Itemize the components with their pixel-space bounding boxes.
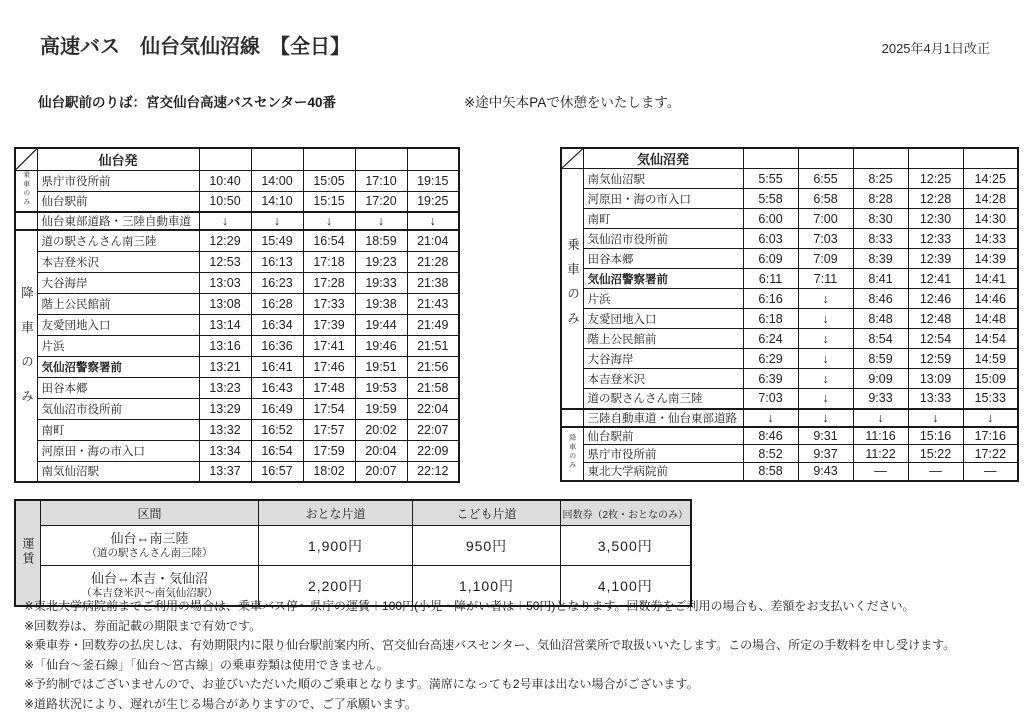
table-header-row	[561, 148, 1018, 169]
station-name-cell: 田谷本郷	[583, 249, 743, 269]
time-cell: 12:53	[199, 251, 251, 272]
time-cell: 21:28	[407, 251, 459, 272]
station-name-cell: 南町	[583, 209, 743, 229]
time-cell: 13:32	[199, 419, 251, 440]
table-row	[15, 335, 459, 356]
time-cell: 14:48	[963, 309, 1018, 329]
fare-header-child: こども片道	[413, 500, 561, 526]
empty-header-cell	[853, 148, 908, 169]
time-cell: 19:51	[355, 356, 407, 377]
through-arrow: ↓	[303, 212, 355, 230]
station-name-cell: 仙台駅前	[583, 427, 743, 445]
time-cell: 17:48	[303, 377, 355, 398]
time-cell: 8:25	[853, 169, 908, 189]
time-cell: 19:53	[355, 377, 407, 398]
time-cell: 16:23	[251, 272, 303, 293]
revision-date: 2025年4月1日改正	[881, 41, 990, 56]
station-name-cell: 南町	[37, 419, 199, 440]
time-cell: 16:13	[251, 251, 303, 272]
fare-side-cell	[15, 500, 41, 606]
station-name-cell: 友愛団地入口	[583, 309, 743, 329]
time-cell: ↓	[798, 289, 853, 309]
time-cell: 14:59	[963, 349, 1018, 369]
boarding-point-label: 仙台駅前のりば：宮交仙台高速バスセンター40番	[38, 95, 336, 110]
time-cell: 17:33	[303, 293, 355, 314]
time-cell: 13:33	[908, 389, 963, 409]
note-line: ※予約制ではございませんので、お並びいただいた順のご乗車となります。満席になっても2号車は出ない場合がございます。	[24, 677, 699, 692]
time-cell: 9:09	[853, 369, 908, 389]
station-name-cell: 南気仙沼駅	[583, 169, 743, 189]
corner-diagonal-line	[16, 149, 37, 170]
table-row	[15, 293, 459, 314]
corner-diagonal-line	[562, 149, 583, 168]
through-arrow: ↓	[853, 409, 908, 427]
time-cell: 16:52	[251, 419, 303, 440]
fare-section-sub: （道の駅さんさん南三陸）	[86, 547, 213, 559]
fare-adult-value: 1,900円	[259, 526, 413, 566]
fare-coupon-value: 3,500円	[561, 526, 691, 566]
time-cell: 6:58	[798, 189, 853, 209]
fare-vertical-label: 運賃	[21, 536, 35, 567]
table-row	[15, 251, 459, 272]
time-cell: 17:20	[355, 191, 407, 212]
time-cell: ↓	[798, 329, 853, 349]
time-cell: 14:46	[963, 289, 1018, 309]
through-arrow: ↓	[743, 409, 798, 427]
note-line: ※回数券は、券面記載の期限まで有効です。	[24, 618, 262, 633]
section-side-cell	[15, 230, 37, 482]
fare-section-name: 仙台⇔本吉・気仙沼	[90, 571, 208, 586]
time-cell: 14:54	[963, 329, 1018, 349]
time-cell: 13:09	[908, 369, 963, 389]
time-cell: 16:41	[251, 356, 303, 377]
fare-header-row	[15, 500, 691, 526]
fare-section-cell	[41, 526, 259, 566]
time-cell: 12:54	[908, 329, 963, 349]
time-cell: 14:10	[251, 191, 303, 212]
time-cell: 15:49	[251, 230, 303, 251]
time-cell: 16:28	[251, 293, 303, 314]
empty-header-cell	[908, 148, 963, 169]
empty-header-cell	[407, 148, 459, 170]
kesennuma-table-title: 気仙沼発	[583, 148, 743, 169]
section-vertical-label: 降車のみ	[19, 285, 34, 424]
time-cell: 14:00	[251, 170, 303, 191]
time-cell: 14:28	[963, 189, 1018, 209]
time-cell: 22:12	[407, 461, 459, 482]
time-cell: 13:21	[199, 356, 251, 377]
time-cell: 17:18	[303, 251, 355, 272]
time-cell: 15:15	[303, 191, 355, 212]
time-cell: 7:11	[798, 269, 853, 289]
time-cell: 6:24	[743, 329, 798, 349]
time-cell: 6:09	[743, 249, 798, 269]
kesennuma-departures-table	[560, 147, 1019, 482]
note-line: ※乗車券・回数券の払戻しは、有効期限内に限り仙台駅前案内所、宮交仙台高速バスセンター、気仙沼営業所で取扱いいたします。この場合、所定の手数料を申し受けます。	[24, 638, 956, 653]
through-arrow: ↓	[407, 212, 459, 230]
fare-coupon-value: 4,100円	[561, 566, 691, 607]
fare-adult-value: 2,200円	[259, 566, 413, 607]
table-row	[15, 191, 459, 212]
time-cell: 16:54	[303, 230, 355, 251]
note-line: ※「仙台～釜石線」「仙台～宮古線」の乗車券類は使用できません。	[24, 657, 389, 672]
time-cell: 22:07	[407, 419, 459, 440]
time-cell: 21:43	[407, 293, 459, 314]
time-cell: 12:41	[908, 269, 963, 289]
time-cell: 22:04	[407, 398, 459, 419]
section-vertical-label: 乗車のみ	[565, 237, 580, 336]
time-cell: 5:58	[743, 189, 798, 209]
empty-header-cell	[355, 148, 407, 170]
time-cell: 8:33	[853, 229, 908, 249]
time-cell: 21:58	[407, 377, 459, 398]
station-name-cell: 道の駅さんさん南三陸	[583, 389, 743, 409]
empty-header-cell	[798, 148, 853, 169]
time-cell: 14:39	[963, 249, 1018, 269]
time-cell: 15:33	[963, 389, 1018, 409]
time-cell: 20:02	[355, 419, 407, 440]
table-row	[15, 377, 459, 398]
time-cell: 17:39	[303, 314, 355, 335]
table-row	[15, 356, 459, 377]
time-cell: 11:16	[853, 427, 908, 445]
time-cell: 9:31	[798, 427, 853, 445]
time-cell: 13:23	[199, 377, 251, 398]
table-row	[15, 314, 459, 335]
station-name-cell: 大谷海岸	[583, 349, 743, 369]
time-cell: 19:25	[407, 191, 459, 212]
time-cell: 21:51	[407, 335, 459, 356]
time-cell: 12:46	[908, 289, 963, 309]
time-cell: 13:29	[199, 398, 251, 419]
time-cell: ↓	[798, 309, 853, 329]
time-cell: 16:49	[251, 398, 303, 419]
time-cell: 12:59	[908, 349, 963, 369]
station-name-cell: 河原田・海の市入口	[37, 440, 199, 461]
time-cell: 7:00	[798, 209, 853, 229]
time-cell: 14:30	[963, 209, 1018, 229]
table-row	[561, 309, 1018, 329]
time-cell: 6:03	[743, 229, 798, 249]
time-cell: 10:50	[199, 191, 251, 212]
time-cell: 16:54	[251, 440, 303, 461]
table-row	[561, 463, 1018, 481]
time-cell: 13:37	[199, 461, 251, 482]
table-row	[15, 230, 459, 251]
through-arrow: ↓	[355, 212, 407, 230]
time-cell: ↓	[798, 369, 853, 389]
through-arrow: ↓	[798, 409, 853, 427]
time-cell: 6:39	[743, 369, 798, 389]
time-cell: ↓	[798, 389, 853, 409]
table-header-row	[15, 148, 459, 170]
time-cell: 9:37	[798, 445, 853, 463]
time-cell: 7:03	[798, 229, 853, 249]
table-row	[561, 269, 1018, 289]
time-cell: 18:02	[303, 461, 355, 482]
time-cell: 8:30	[853, 209, 908, 229]
time-cell: 21:38	[407, 272, 459, 293]
station-name-cell: 気仙沼警察署前	[583, 269, 743, 289]
footnotes	[24, 597, 955, 715]
time-cell: 5:55	[743, 169, 798, 189]
time-cell: 17:54	[303, 398, 355, 419]
time-cell: 15:09	[963, 369, 1018, 389]
time-cell: 13:14	[199, 314, 251, 335]
fare-child-value: 1,100円	[413, 566, 561, 607]
table-row	[561, 289, 1018, 309]
time-cell: 9:33	[853, 389, 908, 409]
time-cell: 12:29	[199, 230, 251, 251]
highway-side-cell	[561, 409, 583, 427]
station-name-cell: 東北大学病院前	[583, 463, 743, 481]
time-cell: 10:40	[199, 170, 251, 191]
time-cell: 20:04	[355, 440, 407, 461]
highway-row	[15, 212, 459, 230]
time-cell: 15:22	[908, 445, 963, 463]
time-cell: 21:56	[407, 356, 459, 377]
table-row	[561, 249, 1018, 269]
empty-header-cell	[743, 148, 798, 169]
time-cell: 17:28	[303, 272, 355, 293]
time-cell: 15:16	[908, 427, 963, 445]
station-name-cell: 階上公民館前	[583, 329, 743, 349]
table-row	[561, 169, 1018, 189]
time-cell: 7:09	[798, 249, 853, 269]
time-cell: 19:15	[407, 170, 459, 191]
table-row	[561, 329, 1018, 349]
time-cell: 8:41	[853, 269, 908, 289]
station-name-cell: 気仙沼市役所前	[583, 229, 743, 249]
time-cell: 12:48	[908, 309, 963, 329]
time-cell: 19:38	[355, 293, 407, 314]
section-side-cell	[561, 169, 583, 409]
table-row	[561, 209, 1018, 229]
page-title: 高速バス 仙台気仙沼線 【全日】	[40, 36, 350, 58]
table-row	[15, 398, 459, 419]
time-cell: 13:16	[199, 335, 251, 356]
section-side-cell	[561, 427, 583, 481]
corner-cell	[561, 148, 583, 169]
table-row	[561, 369, 1018, 389]
time-cell: 13:03	[199, 272, 251, 293]
time-cell: 15:05	[303, 170, 355, 191]
station-name-cell: 仙台駅前	[37, 191, 199, 212]
table-row	[15, 170, 459, 191]
time-cell: 16:43	[251, 377, 303, 398]
time-cell: 19:23	[355, 251, 407, 272]
station-name-cell: 気仙沼市役所前	[37, 398, 199, 419]
time-cell: 12:30	[908, 209, 963, 229]
time-cell: 8:59	[853, 349, 908, 369]
time-cell: —	[908, 463, 963, 481]
fare-header-adult: おとな片道	[259, 500, 413, 526]
station-name-cell: 大谷海岸	[37, 272, 199, 293]
time-cell: 14:33	[963, 229, 1018, 249]
section-vertical-label: 降車のみ	[568, 434, 576, 470]
rest-stop-note: ※途中矢本PAで休憩をいたします。	[464, 95, 681, 110]
time-cell: 16:36	[251, 335, 303, 356]
table-row	[561, 349, 1018, 369]
station-name-cell: 階上公民館前	[37, 293, 199, 314]
table-row	[561, 229, 1018, 249]
time-cell: 11:22	[853, 445, 908, 463]
highway-label: 仙台東部道路・三陸自動車道	[37, 212, 199, 230]
through-arrow: ↓	[251, 212, 303, 230]
time-cell: —	[963, 463, 1018, 481]
time-cell: 13:34	[199, 440, 251, 461]
time-cell: 17:46	[303, 356, 355, 377]
time-cell: 22:09	[407, 440, 459, 461]
fare-header-coupon: 回数券（2枚・おとなのみ）	[561, 500, 691, 526]
highway-label: 三陸自動車道・仙台東部道路	[583, 409, 743, 427]
fare-section-sub: （本吉登米沢～南気仙沼駅）	[81, 587, 218, 599]
time-cell: 17:57	[303, 419, 355, 440]
empty-header-cell	[963, 148, 1018, 169]
station-name-cell: 友愛団地入口	[37, 314, 199, 335]
fare-child-value: 950円	[413, 526, 561, 566]
empty-header-cell	[251, 148, 303, 170]
time-cell: 16:34	[251, 314, 303, 335]
time-cell: 13:08	[199, 293, 251, 314]
through-arrow: ↓	[199, 212, 251, 230]
through-arrow: ↓	[963, 409, 1018, 427]
time-cell: 14:41	[963, 269, 1018, 289]
station-name-cell: 県庁市役所前	[583, 445, 743, 463]
time-cell: 8:28	[853, 189, 908, 209]
time-cell: 6:55	[798, 169, 853, 189]
table-row	[561, 189, 1018, 209]
station-name-cell: 河原田・海の市入口	[583, 189, 743, 209]
section-side-cell	[15, 170, 37, 212]
time-cell: 6:00	[743, 209, 798, 229]
station-name-cell: 本吉登米沢	[37, 251, 199, 272]
time-cell: 14:25	[963, 169, 1018, 189]
time-cell: 8:54	[853, 329, 908, 349]
highway-row	[561, 409, 1018, 427]
time-cell: 19:59	[355, 398, 407, 419]
note-line: ※東北大学病院前までご利用の場合は、乗車バス停～県庁の運賃＋100円(小児・障がい者は＋50円)となります。回数券をご利用の場合も、差額をお支払いください。	[24, 599, 915, 613]
station-name-cell: 県庁市役所前	[37, 170, 199, 191]
time-cell: 17:16	[963, 427, 1018, 445]
time-cell: 19:33	[355, 272, 407, 293]
time-cell: 21:04	[407, 230, 459, 251]
time-cell: 17:59	[303, 440, 355, 461]
time-cell: 8:46	[743, 427, 798, 445]
station-name-cell: 本吉登米沢	[583, 369, 743, 389]
table-row	[15, 440, 459, 461]
time-cell: 6:29	[743, 349, 798, 369]
fare-row	[15, 526, 691, 566]
table-row	[561, 427, 1018, 445]
time-cell: 19:46	[355, 335, 407, 356]
time-cell: 12:25	[908, 169, 963, 189]
time-cell: ↓	[798, 349, 853, 369]
time-cell: 8:58	[743, 463, 798, 481]
time-cell: —	[853, 463, 908, 481]
time-cell: 12:39	[908, 249, 963, 269]
section-vertical-label: 乗車のみ	[22, 171, 30, 208]
time-cell: 7:03	[743, 389, 798, 409]
time-cell: 18:59	[355, 230, 407, 251]
fare-section-name: 仙台⇔南三陸	[110, 531, 189, 546]
time-cell: 17:22	[963, 445, 1018, 463]
station-name-cell: 気仙沼警察署前	[37, 356, 199, 377]
time-cell: 8:46	[853, 289, 908, 309]
time-cell: 16:57	[251, 461, 303, 482]
time-cell: 20:07	[355, 461, 407, 482]
time-cell: 8:52	[743, 445, 798, 463]
time-cell: 17:10	[355, 170, 407, 191]
fare-table	[14, 499, 692, 607]
table-row	[561, 445, 1018, 463]
time-cell: 6:18	[743, 309, 798, 329]
table-row	[561, 389, 1018, 409]
table-row	[15, 461, 459, 482]
sendai-table-title: 仙台発	[37, 148, 199, 170]
time-cell: 8:39	[853, 249, 908, 269]
highway-side-cell	[15, 212, 37, 230]
time-cell: 19:44	[355, 314, 407, 335]
time-cell: 6:11	[743, 269, 798, 289]
station-name-cell: 南気仙沼駅	[37, 461, 199, 482]
station-name-cell: 片浜	[37, 335, 199, 356]
empty-header-cell	[199, 148, 251, 170]
time-cell: 17:41	[303, 335, 355, 356]
table-row	[15, 419, 459, 440]
fare-header-section: 区間	[41, 500, 259, 526]
station-name-cell: 片浜	[583, 289, 743, 309]
through-arrow: ↓	[908, 409, 963, 427]
table-row	[15, 272, 459, 293]
time-cell: 12:33	[908, 229, 963, 249]
time-cell: 21:49	[407, 314, 459, 335]
time-cell: 12:28	[908, 189, 963, 209]
time-cell: 9:43	[798, 463, 853, 481]
station-name-cell: 道の駅さんさん南三陸	[37, 230, 199, 251]
time-cell: 8:48	[853, 309, 908, 329]
time-cell: 6:16	[743, 289, 798, 309]
corner-cell	[15, 148, 37, 170]
empty-header-cell	[303, 148, 355, 170]
station-name-cell: 田谷本郷	[37, 377, 199, 398]
sendai-departures-table	[14, 147, 460, 483]
note-line: ※道路状況により、遅れが生じる場合がありますので、ご了承願います。	[24, 696, 417, 711]
